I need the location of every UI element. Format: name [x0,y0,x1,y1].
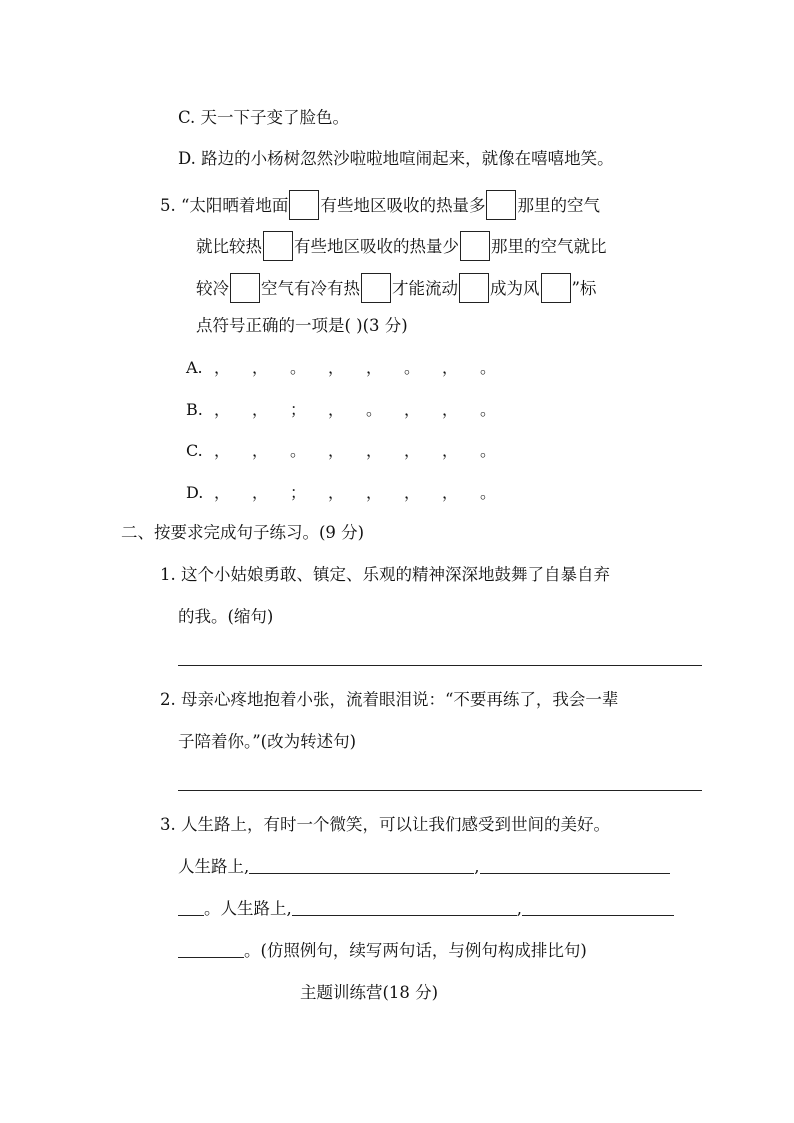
punctuation-mark: ， [328,483,345,502]
answer-box-8[interactable] [541,273,571,303]
q5-text: 空气有冷有热 [261,279,360,298]
punctuation-mark: 。 [480,400,497,419]
punctuation-mark: ， [328,441,345,460]
punctuation-mark: 。 [480,358,497,377]
blank-4[interactable] [292,899,517,916]
q5-option-label[interactable]: B. [186,400,203,419]
q3-comma: , [516,899,522,918]
punctuation-mark: 。 [480,441,497,460]
answer-box-6[interactable] [361,273,391,303]
blank-5[interactable] [522,899,674,916]
punctuation-mark: ， [442,441,459,460]
q3-prefix: 人生路上, [178,857,250,876]
punctuation-mark: 。 [290,441,307,460]
answer-box-7[interactable] [459,273,489,303]
q5-line-1 [160,190,600,220]
punctuation-mark: ， [252,483,269,502]
q4-option-d: D. 路边的小杨树忽然沙啦啦地喧闹起来，就像在嘻嘻地笑。 [178,149,614,168]
q5-option-label[interactable]: D. [186,483,204,502]
q5-text: 5. “太阳晒着地面 [160,196,289,215]
q3-mid: 。人生路上, [204,899,292,918]
section3-heading: 主题训练营(18 分) [300,983,439,1002]
q5-text: 那里的空气就比 [491,237,607,256]
punctuation-mark: ； [290,400,307,419]
q4-option-c: C. 天一下子变了脸色。 [178,108,350,127]
punctuation-mark: ， [214,441,231,460]
q5-line-3 [196,273,596,303]
answer-box-4[interactable] [460,231,490,261]
q5-option-label[interactable]: C. [186,441,203,460]
q5-text: 有些地区吸收的热量多 [320,196,486,215]
punctuation-mark: ， [404,441,421,460]
punctuation-mark: ， [252,441,269,460]
punctuation-mark: ， [442,358,459,377]
punctuation-mark: ， [442,483,459,502]
punctuation-mark: ， [252,358,269,377]
punctuation-mark: 。 [480,483,497,502]
s2-q3-line-1: 3. 人生路上，有时一个微笑，可以让我们感受到世间的美好。 [160,815,610,834]
q5-text: 有些地区吸收的热量少 [294,237,459,256]
punctuation-mark: ， [404,400,421,419]
q5-line-2 [196,231,607,261]
s2-q3-line-2 [178,856,670,878]
answer-box-3[interactable] [263,231,293,261]
s2-q2-line-2: 子陪着你。”(改为转述句) [178,732,357,751]
q3-comma: , [474,857,480,876]
punctuation-mark: ， [366,483,383,502]
answer-line-q1[interactable] [178,665,702,666]
q5-text: 那里的空气 [517,196,600,215]
punctuation-mark: ， [328,358,345,377]
punctuation-mark: 。 [290,358,307,377]
answer-line-q2[interactable] [178,790,702,791]
blank-3[interactable] [178,899,204,916]
q5-text: 就比较热 [196,237,262,256]
punctuation-mark: 。 [366,400,383,419]
q5-text: ”标 [571,279,597,298]
q5-text: 较冷 [196,279,229,298]
punctuation-mark: ， [404,483,421,502]
punctuation-mark: ， [214,483,231,502]
punctuation-mark: ， [252,400,269,419]
blank-6[interactable] [178,941,244,958]
punctuation-mark: ， [366,358,383,377]
s2-q1-line-2: 的我。(缩句) [178,607,274,626]
section2-heading: 二、按要求完成句子练习。(9 分) [121,523,365,542]
answer-box-5[interactable] [230,273,260,303]
punctuation-mark: ， [328,400,345,419]
q5-text: 才能流动 [392,279,458,298]
punctuation-mark: ； [290,483,307,502]
answer-box-2[interactable] [486,190,516,220]
q5-line-4: 点符号正确的一项是( )(3 分) [196,316,408,335]
answer-box-1[interactable] [289,190,319,220]
punctuation-mark: ， [366,441,383,460]
punctuation-mark: ， [214,358,231,377]
blank-1[interactable] [249,857,474,874]
punctuation-mark: 。 [404,358,421,377]
q3-tail: 。(仿照例句，续写两句话，与例句构成排比句) [244,941,587,960]
q5-text: 成为风 [490,279,540,298]
s2-q1-line-1: 1. 这个小姑娘勇敢、镇定、乐观的精神深深地鼓舞了自暴自弃 [160,565,610,584]
s2-q2-line-1: 2. 母亲心疼地抱着小张，流着眼泪说：“不要再练了，我会一辈 [160,690,619,709]
q5-option-label[interactable]: A. [186,358,203,377]
punctuation-mark: ， [214,400,231,419]
blank-2[interactable] [480,857,670,874]
punctuation-mark: ， [442,400,459,419]
s2-q3-line-3 [178,898,674,920]
s2-q3-line-4 [178,940,587,962]
